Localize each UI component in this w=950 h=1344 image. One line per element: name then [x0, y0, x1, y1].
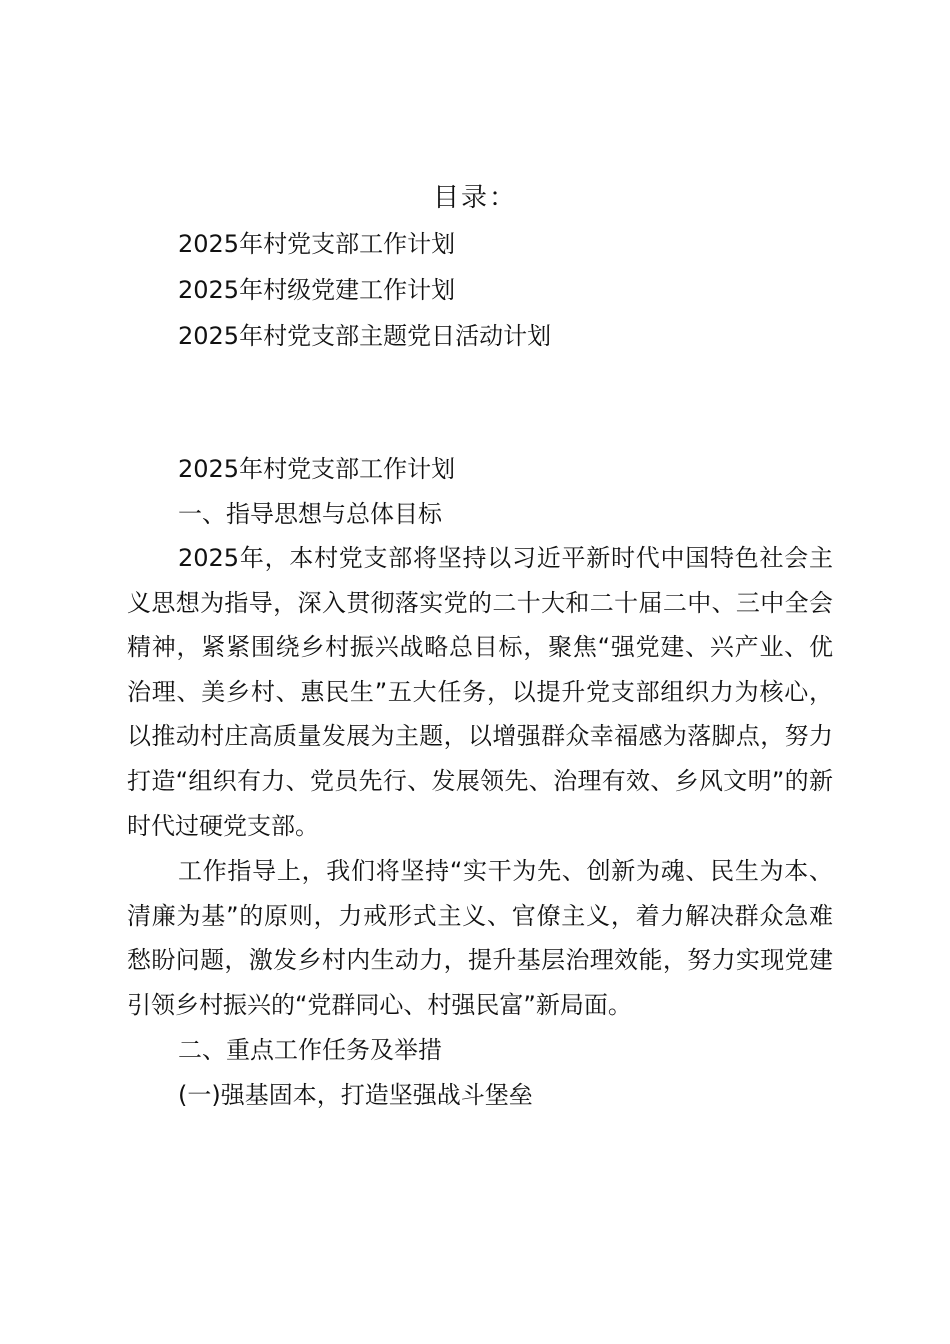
section-heading: 一、指导思想与总体目标: [178, 500, 442, 528]
subsection-heading: (一)强基固本，打造坚强战斗堡垒: [178, 1081, 533, 1109]
toc-item: 2025年村党支部主题党日活动计划: [178, 322, 552, 350]
document-title: 2025年村党支部工作计划: [178, 455, 456, 483]
body-paragraph: 工作指导上，我们将坚持“实干为先、创新为魂、民生为本、清廉为基”的原则，力戒形式主义、官僚主义，着力解决群众急难愁盼问题，激发乡村内生动力，提升基层治理效能，努力实现党建引领乡村振兴的“党群同心、村强民富”新局面。: [127, 857, 833, 1019]
section-heading: 二、重点工作任务及举措: [178, 1036, 442, 1064]
toc-title: 目录：: [432, 183, 517, 213]
body-paragraph: 2025年，本村党支部将坚持以习近平新时代中国特色社会主义思想为指导，深入贯彻落实党的二十大和二十届二中、三中全会精神，紧紧围绕乡村振兴战略总目标，聚焦“强党建、兴产业、优治理、美乡村、惠民生”五大任务，以提升党支部组织力为核心，以推动村庄高质量发展为主题，以增强群众幸福感为落脚点，努力打造“组织有力、党员先行、发展领先、治理有效、乡风文明”的新时代过硬党支部。: [127, 544, 833, 840]
toc-item: 2025年村党支部工作计划: [178, 230, 456, 258]
toc-item: 2025年村级党建工作计划: [178, 276, 456, 304]
